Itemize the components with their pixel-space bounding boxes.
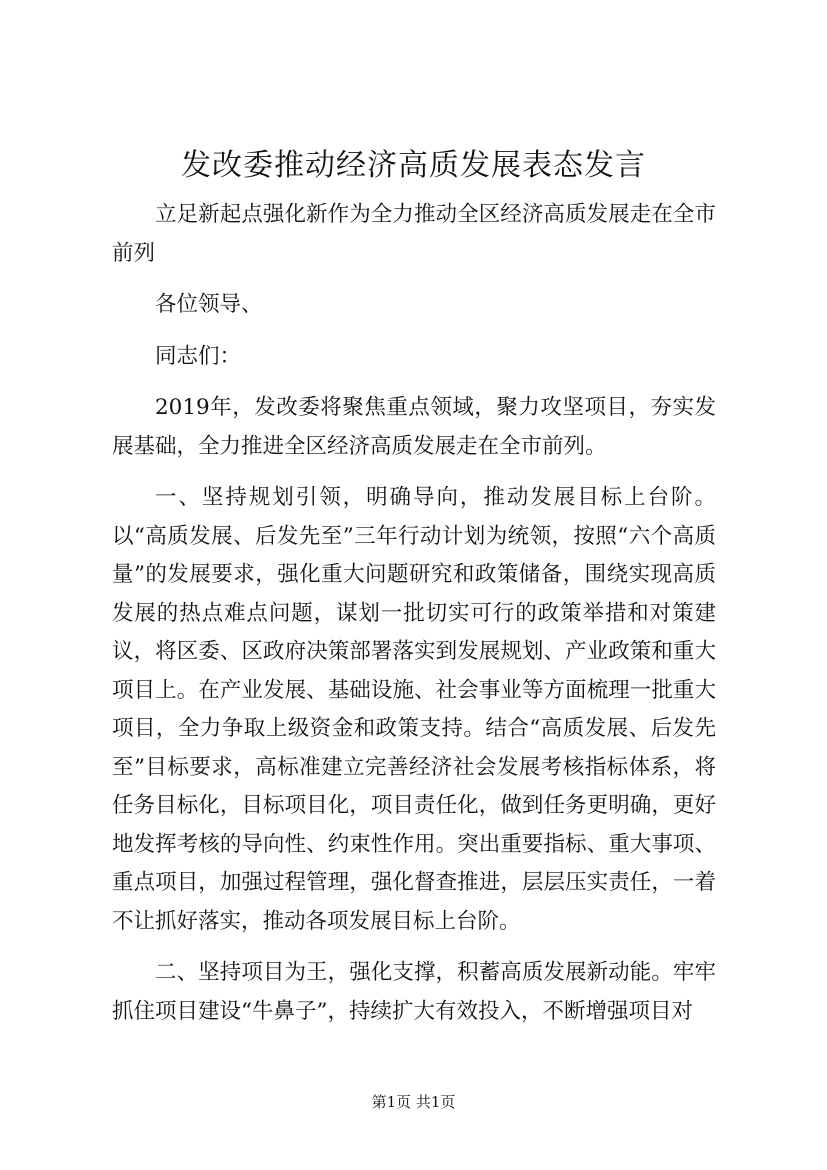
paragraph-intro: 2019年，发改委将聚焦重点领域，聚力攻坚项目，夯实发展基础，全力推进全区经济高质发展走在全市前列。 bbox=[112, 395, 716, 459]
document-title: 发改委推动经济高质发展表态发言 bbox=[181, 148, 646, 183]
paragraph-section-two: 二、坚持项目为王，强化支撑，积蓄高质发展新动能。牢牢抓住项目建设“牛鼻子”，持续扩大有效投入，不断增强项目对 bbox=[112, 960, 716, 1024]
page-number-footer: 第1页 共1页 bbox=[371, 1093, 456, 1111]
paragraph-salutation-leaders: 各位领导、 bbox=[155, 292, 263, 317]
paragraph-section-one: 一、坚持规划引领，明确导向，推动发展目标上台阶。以“高质发展、后发先至”三年行动计划为统领，按照“六个高质量”的发展要求，强化重大问题研究和政策储备，围绕实现高质发展的热点难点问题，谋划一批切实可行的政策举措和对策建议，将区委、区政府决策部署落实到发展规划、产业政策和重大项目上。在产业发展、基础设施、社会事业等方面梳理一批重大项目，全力争取上级资金和政策支持。结合“高质发展、后发先至”目标要求，高标准建立完善经济社会发展考核指标体系，将任务目标化，目标项目化，项目责任化，做到任务更明确，更好地发挥考核的导向性、约束性作用。突出重要指标、重大事项、重点项目，加强过程管理，强化督查推进，层层压实责任，一着不让抓好落实，推动各项发展目标上台阶。 bbox=[112, 485, 716, 934]
document-body bbox=[112, 196, 716, 1031]
paragraph-salutation-comrades: 同志们： bbox=[155, 343, 242, 369]
paragraph-subtitle: 立足新起点强化新作为全力推动全区经济高质发展走在全市前列 bbox=[112, 202, 716, 266]
